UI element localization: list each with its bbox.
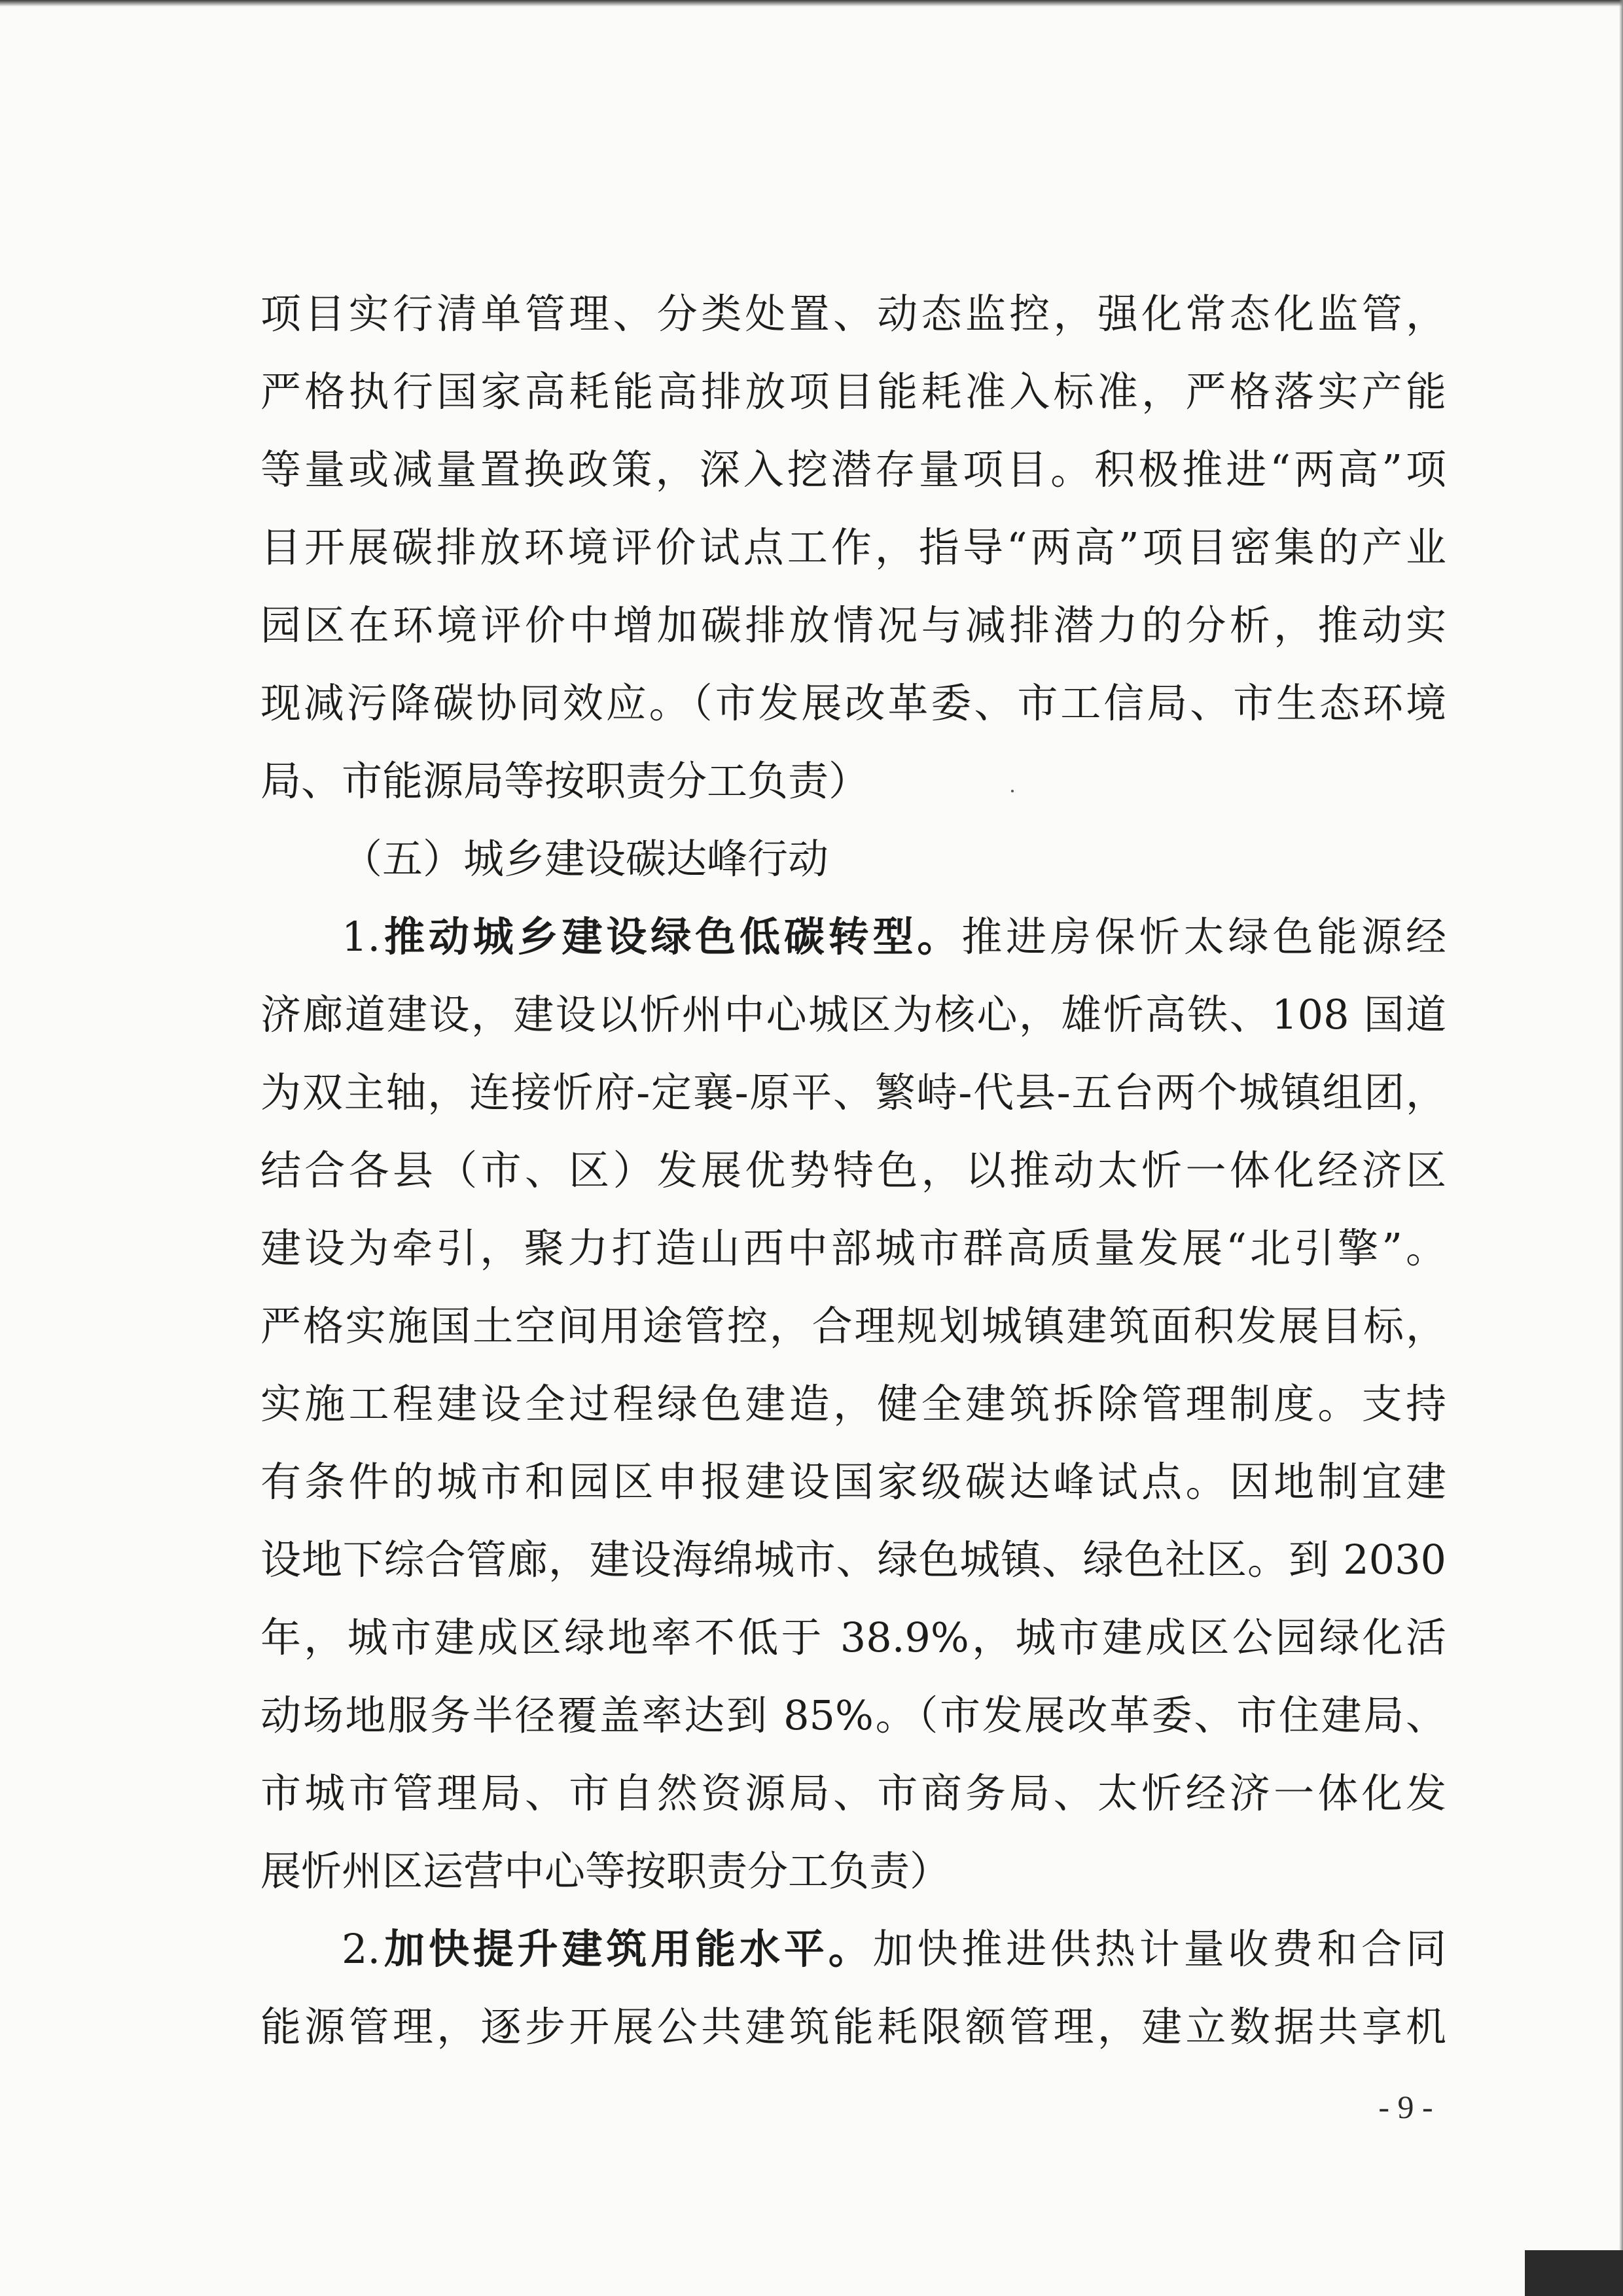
item2-number: 2. — [342, 1925, 381, 1973]
text-line: 年，城市建成区绿地率不低于 38.9%，城市建成区公园绿化活 — [260, 1614, 1446, 1661]
text-line: 局、市能源局等按职责分工负责） — [260, 757, 870, 805]
section-heading: （五）城乡建设碳达峰行动 — [342, 835, 829, 883]
text-line: 实施工程建设全过程绿色建造，健全建筑拆除管理制度。支持 — [260, 1380, 1446, 1428]
text-line: 现减污降碳协同效应。（市发展改革委、市工信局、市生态环境 — [260, 679, 1446, 727]
text-line: 园区在环境评价中增加碳排放情况与减排潜力的分析，推动实 — [260, 601, 1446, 649]
text-line: 等量或减量置换政策，深入挖潜存量项目。积极推进“两高”项 — [260, 446, 1446, 493]
text-line: 结合各县（市、区）发展优势特色，以推动太忻一体化经济区 — [260, 1146, 1446, 1194]
text-line: 济廊道建设，建设以忻州中心城区为核心，雄忻高铁、108 国道 — [260, 991, 1446, 1038]
scan-corner-artifact — [1525, 2250, 1623, 2296]
text-line: 设地下综合管廊，建设海绵城市、绿色城镇、绿色社区。到 2030 — [260, 1536, 1446, 1583]
text-line: 有条件的城市和园区申报建设国家级碳达峰试点。因地制宜建 — [260, 1458, 1446, 1506]
item1-number: 1. — [342, 913, 381, 961]
text-line: 严格实施国土空间用途管控，合理规划城镇建筑面积发展目标， — [260, 1302, 1446, 1350]
item1-first-rest: 推进房保忻太绿色能源经 — [961, 913, 1446, 961]
page-number: - 9 - — [1378, 2089, 1433, 2125]
scan-edge-top — [0, 0, 1623, 7]
text-line: 目开展碳排放环境评价试点工作，指导“两高”项目密集的产业 — [260, 523, 1446, 571]
item2-first-line — [260, 1910, 1446, 1988]
text-line: 项目实行清单管理、分类处置、动态监控，强化常态化监管， — [260, 290, 1446, 338]
text-line: 建设为牵引，聚力打造山西中部城市群高质量发展“北引擎”。 — [260, 1224, 1446, 1272]
text-line: 动场地服务半径覆盖率达到 85%。（市发展改革委、市住建局、 — [260, 1691, 1446, 1739]
scan-edge-right — [1619, 0, 1623, 2296]
item2-lead: 加快提升建筑用能水平。 — [380, 1925, 873, 1973]
body-text — [260, 275, 1446, 2066]
text-line: 展忻州区运营中心等按职责分工负责） — [260, 1847, 951, 1895]
text-line: 市城市管理局、市自然资源局、市商务局、太忻经济一体化发 — [260, 1769, 1446, 1817]
text-line: 为双主轴，连接忻府-定襄-原平、繁峙-代县-五台两个城镇组团， — [260, 1069, 1446, 1116]
text-line: 能源管理，逐步开展公共建筑能耗限额管理，建立数据共享机 — [260, 2003, 1446, 2051]
text-line: 严格执行国家高耗能高排放项目能耗准入标准，严格落实产能 — [260, 368, 1446, 415]
item1-lead: 推动城乡建设绿色低碳转型。 — [380, 913, 962, 961]
item2-first-rest: 加快推进供热计量收费和合同 — [872, 1925, 1446, 1973]
item1-first-line — [260, 898, 1446, 976]
